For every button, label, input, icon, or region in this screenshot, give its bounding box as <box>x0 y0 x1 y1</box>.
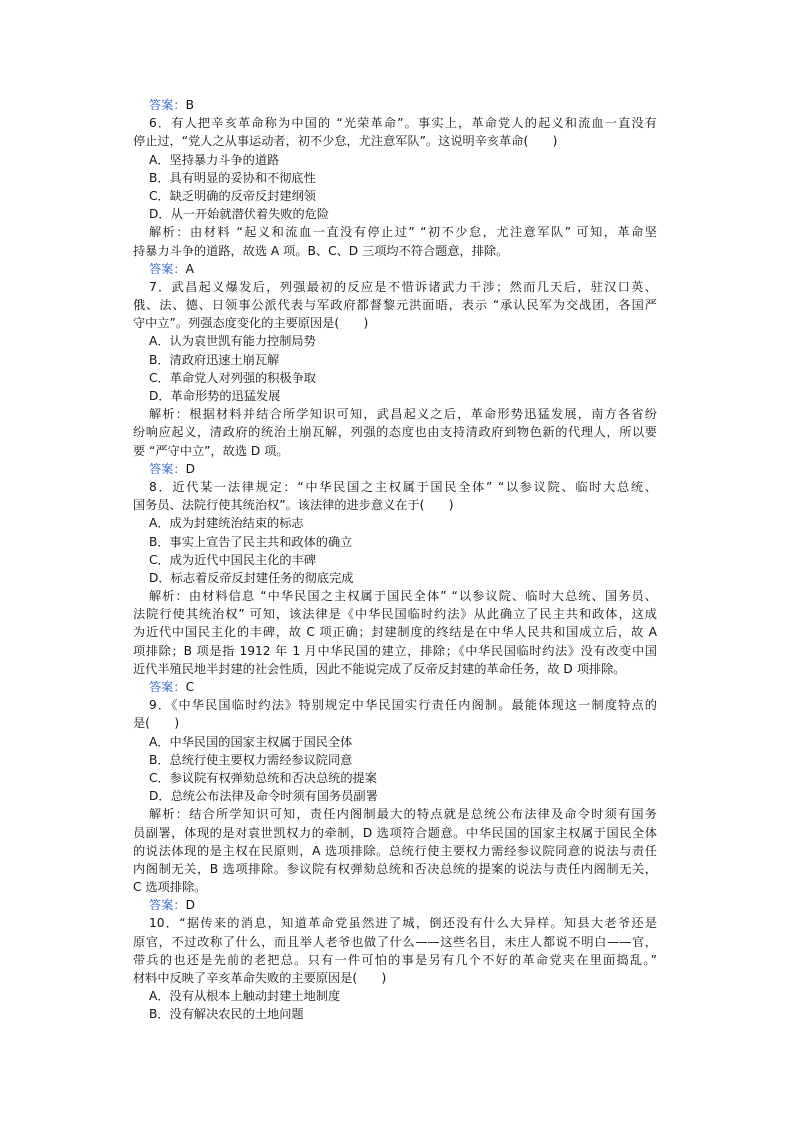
option-line: B．清政府迅速土崩瓦解 <box>149 352 280 367</box>
paragraph-line: 是( ) <box>133 716 180 731</box>
answer-label: 答案： <box>149 898 186 913</box>
paragraph-line: 法院行使其统治权” 可知，该法律是《中华民国临时约法》从此确立了民主共和政体，这成 <box>133 607 657 622</box>
option-line: C．成为近代中国民主化的丰碑 <box>149 552 316 567</box>
paragraph-line: 解析：结合所学知识可知，责任内阁制最大的特点就是总统公布法律及命令时须有国务 <box>149 807 657 822</box>
paragraph-line: 的说法体现的是主权在民原则，A 选项排除。总统行使主要权力需经参议院同意的说法与责任 <box>133 843 657 858</box>
paragraph-line: 守中立”。列强态度变化的主要原因是( ) <box>133 316 369 331</box>
option-line: A．中华民国的国家主权属于国民全体 <box>149 734 353 749</box>
paragraph <box>133 805 657 896</box>
paragraph-line: 7．武昌起义爆发后，列强最初的反应是不惜诉诸武力干涉；然而几天后，驻汉口英、 <box>149 279 657 294</box>
paragraph-line: 国务员、法院行使其统治权”。该法律的进步意义在于( ) <box>133 498 454 513</box>
paragraph-line: 6．有人把辛亥革命称为中国的 “光荣革命”。事实上，革命党人的起义和流血一直没有 <box>149 116 657 131</box>
option-line: C．革命党人对列强的积极争取 <box>149 370 316 385</box>
paragraph-line: 材料中反映了辛亥革命失败的主要原因是( ) <box>133 971 387 985</box>
paragraph-line: 俄、法、德、日领事公派代表与军政府都督黎元洪面晤，表示 “承认民军为交战团，各国严 <box>133 298 657 313</box>
paragraph <box>133 278 657 333</box>
paragraph <box>133 478 657 514</box>
paragraph <box>133 223 657 259</box>
paragraph <box>133 587 657 678</box>
paragraph-line: 内阁制无关，B 选项排除。参议院有权弹劾总统和否决总统的提案的说法与责任内阁制无关， <box>133 861 657 876</box>
option-line: D．标志着反帝反封建任务的彻底完成 <box>149 570 354 585</box>
option-line: D．从一开始就潜伏着失败的危险 <box>149 207 330 222</box>
option-line: B．总统行使主要权力需经参议院同意 <box>149 752 353 767</box>
paragraph-line: 10．“据传来的消息，知道革命党虽然进了城，倒还没有什么大异样。知县大老爷还是 <box>149 916 657 931</box>
option-line: A．没有从根本上触动封建土地制度 <box>149 989 341 1004</box>
answer-label: 答案： <box>149 461 186 476</box>
answer-value: D <box>185 898 195 913</box>
document-page <box>133 96 657 1024</box>
answer-value: B <box>185 98 194 112</box>
paragraph-line: 近代半殖民地半封建的社会性质，因此不能说完成了反帝反封建的革命任务，故 D 项排除。 <box>133 661 626 676</box>
answer-value: C <box>185 680 195 694</box>
option-line: B．没有解决农民的土地问题 <box>149 1007 304 1022</box>
paragraph-line: 纷响应起义，清政府的统治土崩瓦解，列强的态度也由支持清政府到物色新的代理人，所以要 <box>133 425 657 440</box>
option-line: D．总统公布法律及命令时须有国务员副署 <box>149 789 378 804</box>
paragraph-line: 带兵的也还是先前的老把总。只有一件可怕的事是另有几个不好的革命党夹在里面捣乱。” <box>133 952 657 967</box>
answer-value: A <box>185 261 194 276</box>
paragraph-line: 要 “严守中立”，故选 D 项。 <box>133 443 289 458</box>
paragraph <box>133 405 657 460</box>
paragraph <box>133 914 657 987</box>
paragraph-line: 为近代中国民主化的丰碑，故 C 项正确；封建制度的终结是在中华人民共和国成立后，故 A <box>133 625 657 640</box>
paragraph-line: 持暴力斗争的道路，故选 A 项。B、C、D 三项均不符合题意，排除。 <box>133 243 509 258</box>
option-line: A．坚持暴力斗争的道路 <box>149 152 280 167</box>
paragraph-line: 解析：根据材料并结合所学知识可知，武昌起义之后，革命形势迅猛发展，南方各省纷 <box>149 407 657 422</box>
answer-line <box>133 678 657 696</box>
answer-label: 答案： <box>149 680 186 694</box>
answer-label: 答案： <box>149 98 186 112</box>
paragraph-line: 解析：由材料信息 “中华民国之主权属于国民全体” “以参议院、临时大总统、国务员、 <box>149 589 657 604</box>
paragraph-line: C 选项排除。 <box>133 880 207 895</box>
answer-line <box>133 96 657 114</box>
paragraph-line: 原官，不过改称了什么，而且举人老爷也做了什么——这些名目，未庄人都说不明白——官， <box>133 934 657 949</box>
option-line: B．具有明显的妥协和不彻底性 <box>149 170 316 185</box>
option-line: C．参议院有权弹劾总统和否决总统的提案 <box>149 770 377 785</box>
paragraph-line: 8．近代某一法律规定：“中华民国之主权属于国民全体” “以参议院、临时大总统、 <box>149 479 657 494</box>
answer-value: D <box>185 461 195 476</box>
paragraph <box>133 114 657 150</box>
answer-label: 答案： <box>149 261 186 276</box>
paragraph-line: 员副署，体现的是对袁世凯权力的牵制，D 选项符合题意。中华民国的国家主权属于国民全体 <box>133 825 657 840</box>
answer-line <box>133 460 657 478</box>
paragraph <box>133 696 657 732</box>
option-line: D．革命形势的迅猛发展 <box>149 389 281 403</box>
paragraph-line: 9．《中华民国临时约法》特别规定中华民国实行责任内阁制。最能体现这一制度特点的 <box>149 698 657 713</box>
paragraph-line: 项排除；B 项是指 1912 年 1 月中华民国的建立，排除；《中华民国临时约法》没有改变中国 <box>133 643 657 658</box>
answer-line <box>133 896 657 914</box>
paragraph-line: 解析：由材料 “起义和流血一直没有停止过” “初不少怠，尤注意军队” 可知，革命坚 <box>149 225 657 240</box>
option-line: A．成为封建统治结束的标志 <box>149 516 304 531</box>
option-line: B．事实上宣告了民主共和政体的确立 <box>149 534 353 549</box>
paragraph-line: 停止过，“党人之从事运动者，初不少怠，尤注意军队”。这说明辛亥革命( ) <box>133 134 558 149</box>
answer-line <box>133 260 657 278</box>
option-line: A．认为袁世凯有能力控制局势 <box>149 334 316 349</box>
option-line: C．缺乏明确的反帝反封建纲领 <box>149 188 316 203</box>
